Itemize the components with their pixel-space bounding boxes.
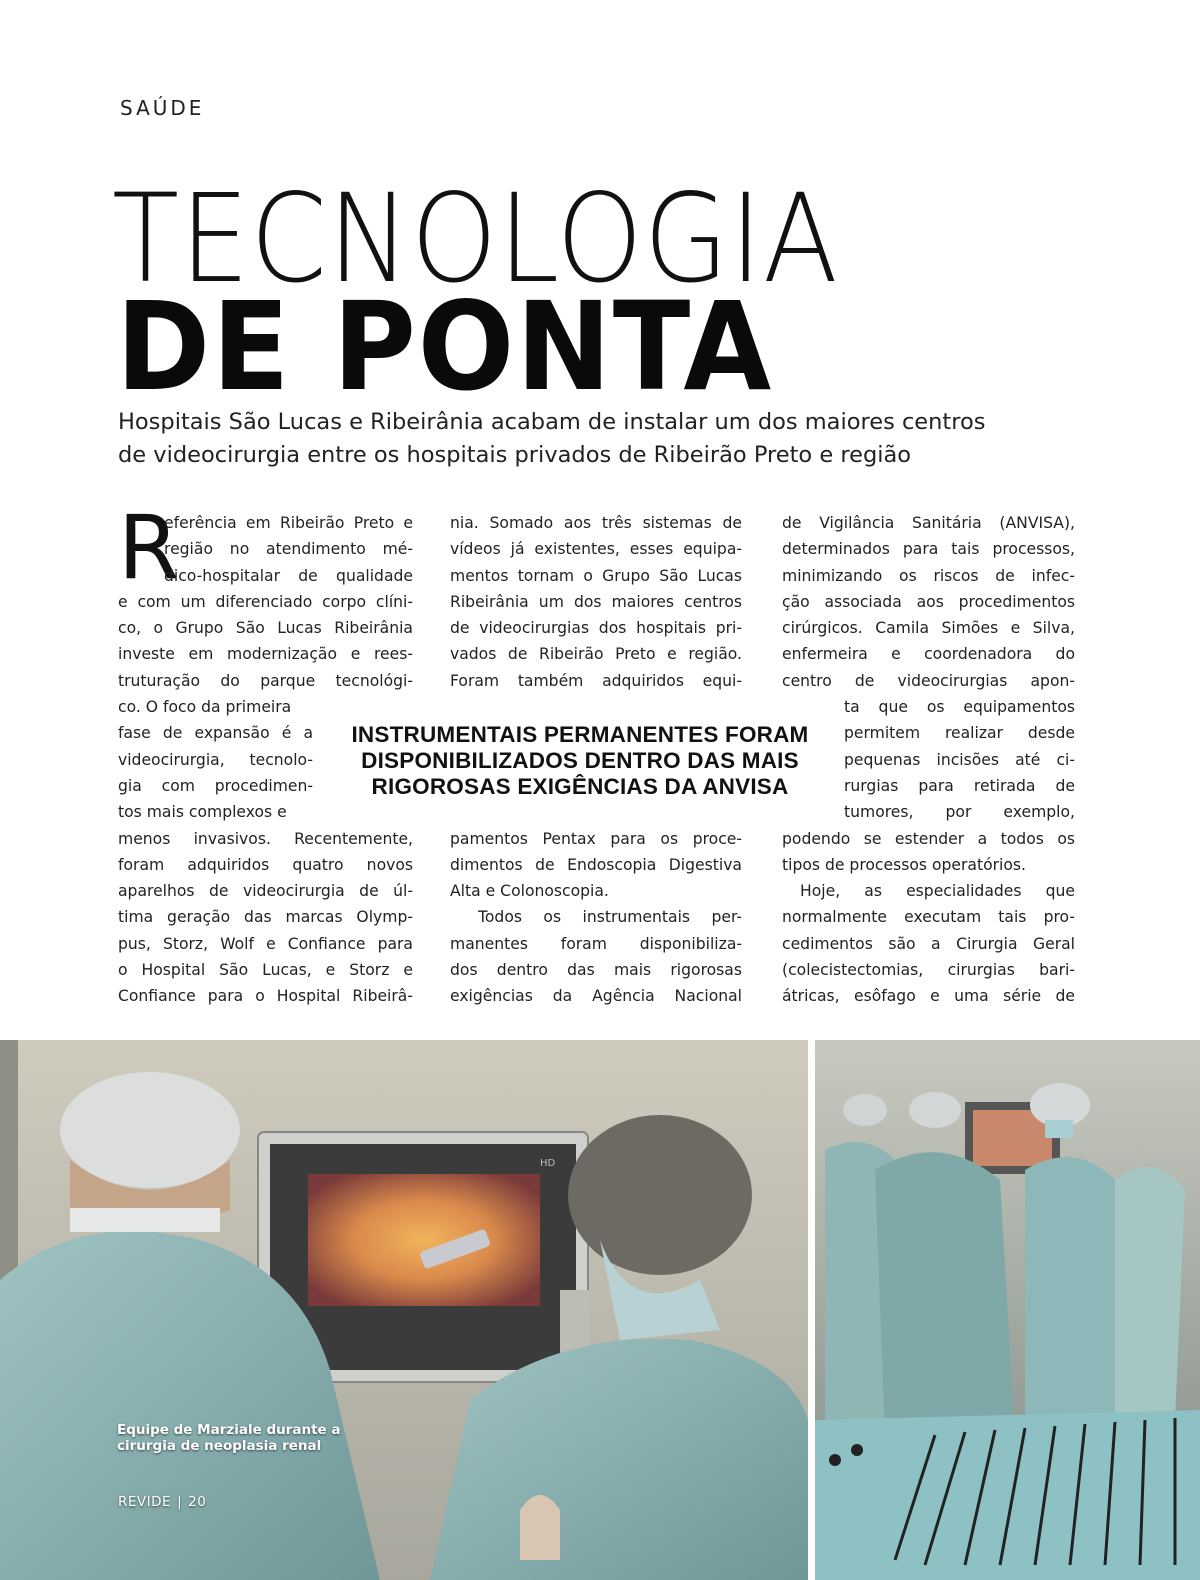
body-line: fase de expansão é a	[118, 724, 313, 743]
body-line: co, o Grupo São Lucas Ribeirânia	[118, 619, 413, 638]
subtitle-line: Hospitais São Lucas e Ribeirânia acabam de instalar um dos maiores centros	[118, 409, 986, 435]
pull-quote	[320, 722, 840, 800]
body-line: Confiance para o Hospital Ribeirâ-	[118, 987, 413, 1006]
body-line: gia com procedimen-	[118, 776, 313, 795]
body-line: dimentos de Endoscopia Digestiva	[450, 855, 742, 874]
body-line: vados de Ribeirão Preto e região.	[450, 645, 742, 664]
body-line: Todos os instrumentais per-	[478, 908, 742, 927]
body-line: tima geração das marcas Olymp-	[118, 908, 413, 927]
body-line: tos mais complexos e	[118, 803, 287, 822]
subtitle	[118, 406, 1018, 472]
page-folio	[118, 1494, 206, 1510]
body-line: (colecistectomias, cirurgias bari-	[782, 961, 1075, 980]
body-line: Ribeirânia um dos maiores centros	[450, 592, 742, 611]
body-line: normalmente executam tais pro-	[782, 908, 1075, 927]
pull-quote-line: RIGOROSAS EXIGÊNCIAS DA ANVISA	[371, 774, 789, 799]
body-line: aparelhos de videocirurgia de úl-	[118, 882, 413, 901]
body-line: rurgias para retirada de	[844, 776, 1075, 795]
body-line: vídeos já existentes, esses equipa-	[450, 540, 742, 559]
body-line: foram adquiridos quatro novos	[118, 855, 413, 874]
body-line: truturação do parque tecnológi-	[118, 671, 413, 690]
body-line: menos invasivos. Recentemente,	[118, 829, 413, 848]
body-line: enfermeira e coordenadora do	[782, 645, 1075, 664]
photo-caption	[117, 1422, 377, 1454]
body-line: ção associada aos procedimentos	[782, 592, 1075, 611]
body-line: pamentos Pentax para os proce-	[450, 829, 742, 848]
body-line: tumores, por exemplo,	[844, 803, 1075, 822]
caption-line: Equipe de Marziale durante a	[117, 1422, 341, 1438]
body-line: pequenas incisões até ci-	[844, 750, 1075, 769]
body-line: cirúrgicos. Camila Simões e Silva,	[782, 619, 1075, 638]
drop-cap: R	[118, 496, 180, 599]
body-line: determinados para tais processos,	[782, 540, 1075, 559]
caption-line: cirurgia de neoplasia renal	[117, 1438, 322, 1454]
body-line: cedimentos são a Cirurgia Geral	[782, 934, 1075, 953]
body-line: eferência em Ribeirão Preto e	[164, 514, 413, 532]
body-line: região no atendimento mé-	[164, 540, 413, 559]
operating-room-illustration	[815, 1040, 1200, 1580]
body-line: Hoje, as especialidades que	[800, 882, 1075, 901]
magazine-name: REVIDE	[118, 1494, 172, 1510]
body-line: minimizando os riscos de infec-	[782, 566, 1075, 585]
pull-quote-line: DISPONIBILIZADOS DENTRO DAS MAIS	[361, 748, 799, 773]
subtitle-line: de videocirurgia entre os hospitais privados de Ribeirão Preto e região	[118, 442, 912, 468]
body-line: exigências da Agência Nacional	[450, 987, 742, 1006]
headline-line-1: TECNOLOGIA	[112, 168, 839, 310]
body-line: ta que os equipamentos	[844, 698, 1075, 717]
pull-quote-line: INSTRUMENTAIS PERMANENTES FORAM	[351, 722, 809, 747]
body-line: de videocirurgias dos hospitais pri-	[450, 619, 742, 638]
body-line: investe em modernização e rees-	[118, 645, 413, 664]
body-line: permitem realizar desde	[844, 724, 1075, 743]
folio-separator: |	[177, 1494, 183, 1510]
body-line: mentos tornam o Grupo São Lucas	[450, 566, 742, 585]
section-tag: SAÚDE	[120, 96, 205, 120]
body-line: o Hospital São Lucas, e Storz e	[118, 961, 413, 980]
body-line: dos dentro das mais rigorosas	[450, 961, 742, 980]
body-line: videocirurgia, tecnolo-	[118, 750, 313, 769]
body-line: centro de videocirurgias apon-	[782, 671, 1075, 690]
body-line: átricas, esôfago e uma série de	[782, 987, 1075, 1006]
operating-room-photo	[815, 1040, 1200, 1580]
body-line: podendo se estender a todos os	[782, 829, 1075, 848]
body-line: tipos de processos operatórios.	[782, 855, 1026, 874]
body-line: Alta e Colonoscopia.	[450, 882, 609, 901]
monitor-hd-label: HD	[540, 1158, 556, 1169]
body-line: e com um diferenciado corpo clíni-	[118, 592, 413, 611]
body-line: de Vigilância Sanitária (ANVISA),	[782, 514, 1075, 532]
body-line: pus, Storz, Wolf e Confiance para	[118, 934, 413, 953]
body-line: nia. Somado aos três sistemas de	[450, 514, 742, 532]
body-line: co. O foco da primeira	[118, 698, 292, 717]
body-line: Foram também adquiridos equi-	[450, 671, 742, 690]
body-line: dico-hospitalar de qualidade	[164, 566, 413, 585]
headline-line-2: DE PONTA	[116, 276, 774, 418]
body-line: manentes foram disponibiliza-	[450, 934, 742, 953]
page-number: 20	[188, 1494, 207, 1510]
